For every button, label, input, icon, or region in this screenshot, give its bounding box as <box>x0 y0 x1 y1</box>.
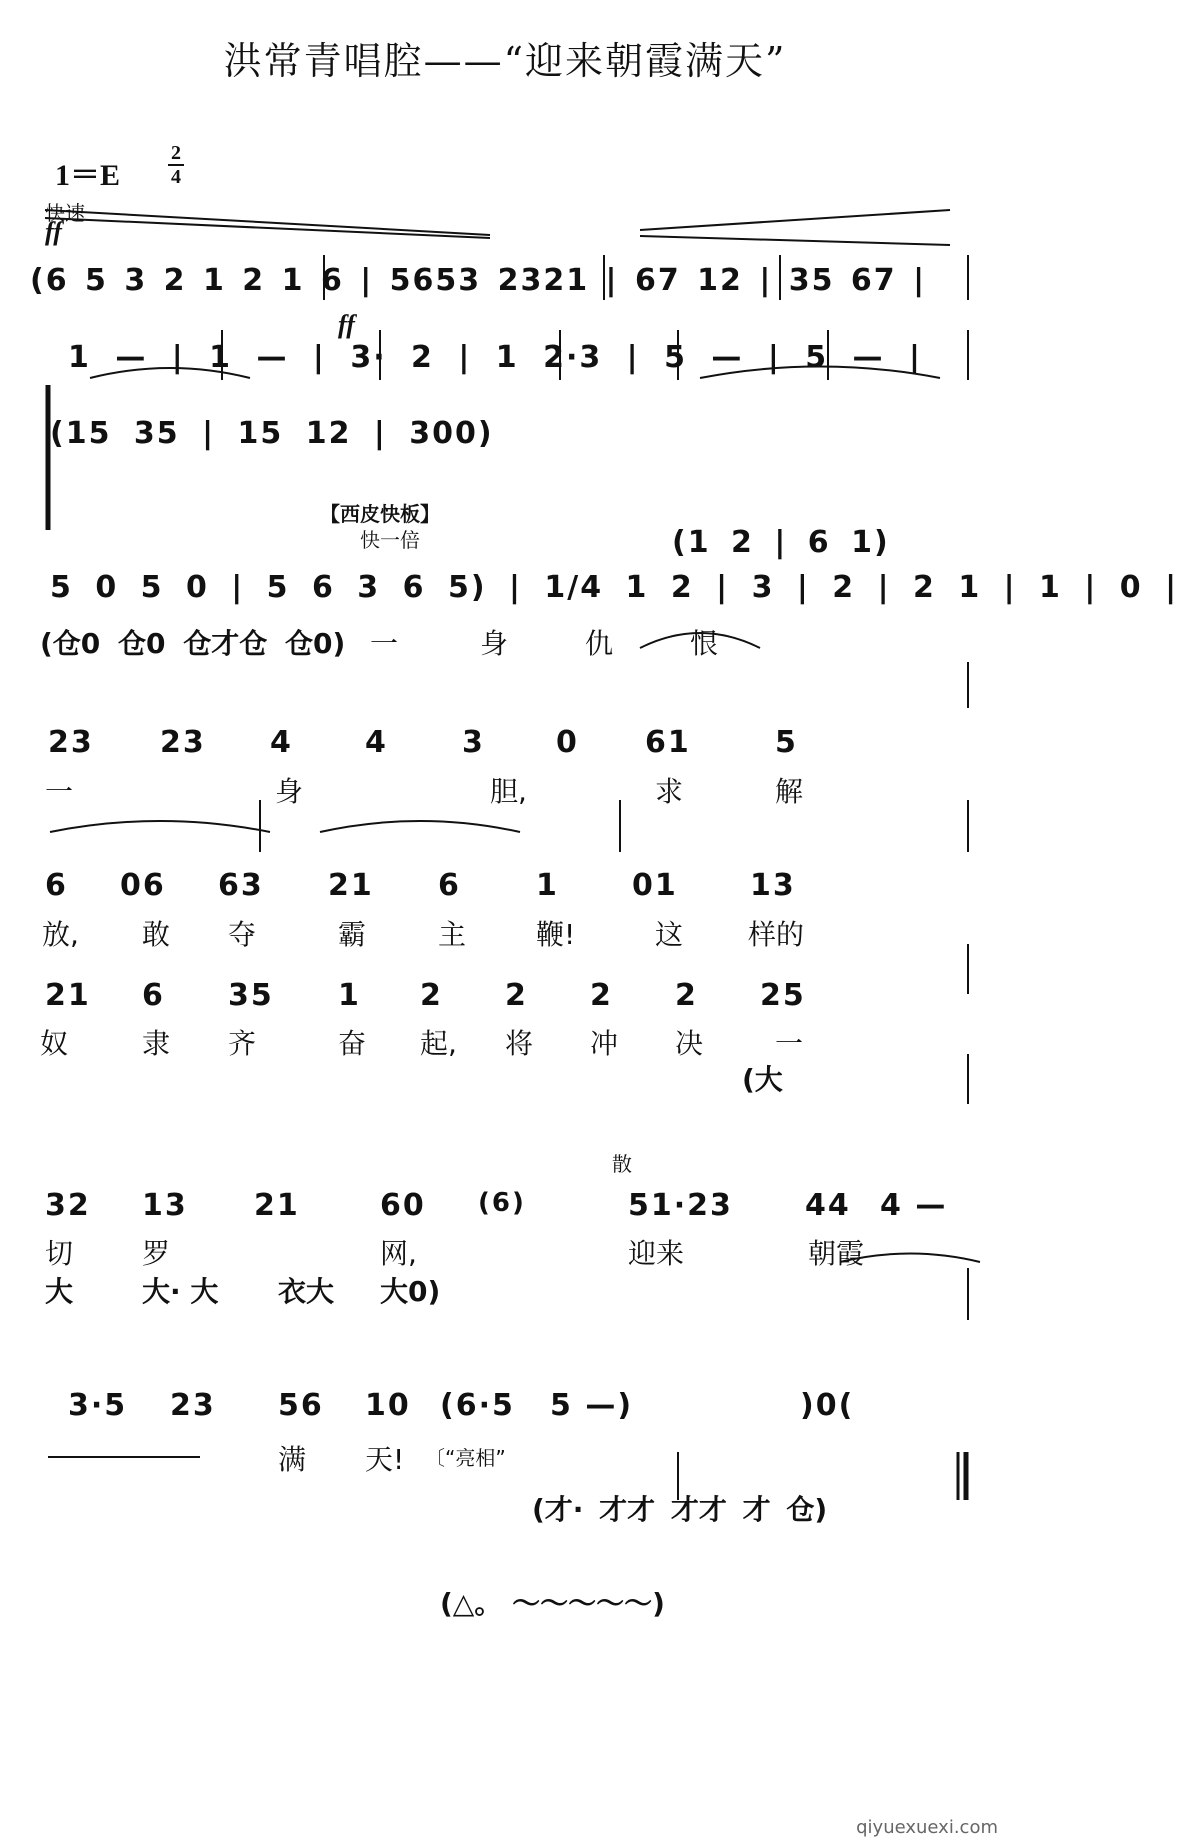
lyric: 身 <box>275 775 304 808</box>
lyric: 齐 <box>228 1027 257 1060</box>
tempo-marking-3: 散 <box>612 1152 632 1176</box>
note: 1 <box>536 868 559 903</box>
note: (6·5 <box>440 1388 515 1423</box>
lyric: 放, <box>42 918 79 951</box>
lyric: 起, <box>420 1027 457 1060</box>
crescendo-line <box>640 236 950 245</box>
lyric: 身 <box>480 627 509 660</box>
lyric: 主 <box>438 918 467 951</box>
crescendo-line <box>640 210 950 230</box>
note: 2 <box>675 978 698 1013</box>
music-line-1: (6 5 3 2 1 2 1 6 | 5653 2321 | 67 12 | 35 67 | <box>30 263 927 298</box>
tempo-marking: 快速 <box>45 201 85 225</box>
lyric: 胆, <box>490 775 527 808</box>
percussion-line-4: (仓0 仓0 仓才仓 仓0) <box>40 627 346 660</box>
note: 6 <box>438 868 461 903</box>
percussion: 大0) <box>380 1275 441 1308</box>
lyric: 迎来 <box>628 1237 685 1270</box>
note: 60 <box>380 1188 426 1223</box>
note: 5 —) <box>550 1388 634 1423</box>
note: 4 <box>365 725 388 760</box>
note: 2 <box>420 978 443 1013</box>
page-title: 洪常青唱腔——“迎来朝霞满天” <box>223 39 787 83</box>
note: 13 <box>142 1188 188 1223</box>
lyric: 将 <box>505 1027 534 1060</box>
lyric: 求 <box>655 775 684 808</box>
note: 4 — <box>880 1188 948 1223</box>
lyric: 这 <box>655 918 684 951</box>
lyric: 鞭! <box>536 918 576 951</box>
note: 6 <box>45 868 68 903</box>
dynamic-marking-2: ff <box>338 310 355 339</box>
note: 51·23 <box>628 1188 733 1223</box>
lyric: 奴 <box>40 1027 69 1060</box>
note: 2 <box>505 978 528 1013</box>
crescendo-line <box>45 218 490 238</box>
lyric: 敢 <box>142 918 171 951</box>
lyric: 仇 <box>585 627 614 660</box>
percussion: 大· 大 <box>142 1275 219 1308</box>
music-line-2: 1 — | 1 — | 3· 2 | 1 2·3 | 5 — | 5 — | <box>68 340 922 375</box>
note: 1 <box>338 978 361 1013</box>
note: 2 <box>590 978 613 1013</box>
lyric: 解 <box>775 775 804 808</box>
slur <box>320 821 520 832</box>
dynamic-marking: ff <box>45 217 62 246</box>
percussion-line-7: (大 <box>742 1063 783 1096</box>
lyric: 冲 <box>590 1027 619 1060</box>
lyric: 切 <box>45 1237 74 1270</box>
lyric: 天! <box>365 1443 405 1476</box>
key-signature: 1＝E <box>55 159 121 192</box>
note: 21 <box>328 868 374 903</box>
time-denominator: 4 <box>171 166 181 188</box>
lyric: 样的 <box>748 918 805 951</box>
note: 61 <box>645 725 691 760</box>
percussion-line-9: (才· 才才 才才 才 仓) <box>532 1493 828 1526</box>
slur <box>50 821 270 832</box>
note: 25 <box>760 978 806 1013</box>
note: 5 <box>775 725 798 760</box>
slur <box>700 367 940 379</box>
slur <box>840 1254 980 1263</box>
lyric: 隶 <box>142 1027 171 1060</box>
note: 44 <box>805 1188 851 1223</box>
note: 23 <box>160 725 206 760</box>
lyric: 霸 <box>338 918 367 951</box>
percussion: 衣大 <box>278 1275 335 1308</box>
lyric: 决 <box>675 1027 704 1060</box>
lyric: 罗 <box>142 1237 171 1270</box>
watermark: qiyuexuexi.com <box>856 1817 998 1838</box>
note: 6 <box>142 978 165 1013</box>
tempo-marking-2: 快一倍 <box>360 528 420 552</box>
note: 56 <box>278 1388 324 1423</box>
lyric: 朝霞 <box>808 1237 865 1270</box>
lyric: 满 <box>278 1443 307 1476</box>
note: 23 <box>170 1388 216 1423</box>
note: 32 <box>45 1188 91 1223</box>
note: 13 <box>750 868 796 903</box>
time-numerator: 2 <box>171 142 181 164</box>
lyric: 夺 <box>228 918 257 951</box>
lyric: 网, <box>380 1237 417 1270</box>
music-line-4: 5 0 5 0 | 5 6 3 6 5) | 1/4 1 2 | 3 | 2 | 2 1 | 1 | 0 | <box>50 570 1178 605</box>
slur <box>640 633 760 648</box>
music-line-3: (15 35 | 15 12 | 300) <box>50 416 494 451</box>
note: 4 <box>270 725 293 760</box>
note: 3 <box>462 725 485 760</box>
lyric: 一 <box>45 775 74 808</box>
note: 3·5 <box>68 1388 128 1423</box>
percussion-line-10: (△。 ～～～～～) <box>440 1587 665 1620</box>
note: 21 <box>45 978 91 1013</box>
lyric: 恨 <box>690 627 719 660</box>
note: 23 <box>48 725 94 760</box>
percussion: 大 <box>45 1275 74 1308</box>
note: 01 <box>632 868 678 903</box>
note: )0( <box>800 1388 855 1423</box>
note: 06 <box>120 868 166 903</box>
lyric: 一 <box>775 1027 804 1060</box>
section-label: 【西皮快板】 <box>320 502 440 526</box>
lyric: 奋 <box>338 1027 367 1060</box>
crescendo-line <box>45 210 490 235</box>
slur <box>90 368 250 378</box>
note: 10 <box>365 1388 411 1423</box>
music-line-4-top: (1 2 | 6 1) <box>672 525 890 560</box>
note: 35 <box>228 978 274 1013</box>
note: 0 <box>556 725 579 760</box>
lyric: 一 <box>370 627 399 660</box>
note: (6) <box>478 1188 526 1218</box>
stage-direction: 〔“亮相” <box>425 1446 506 1470</box>
note: 21 <box>254 1188 300 1223</box>
note: 63 <box>218 868 264 903</box>
